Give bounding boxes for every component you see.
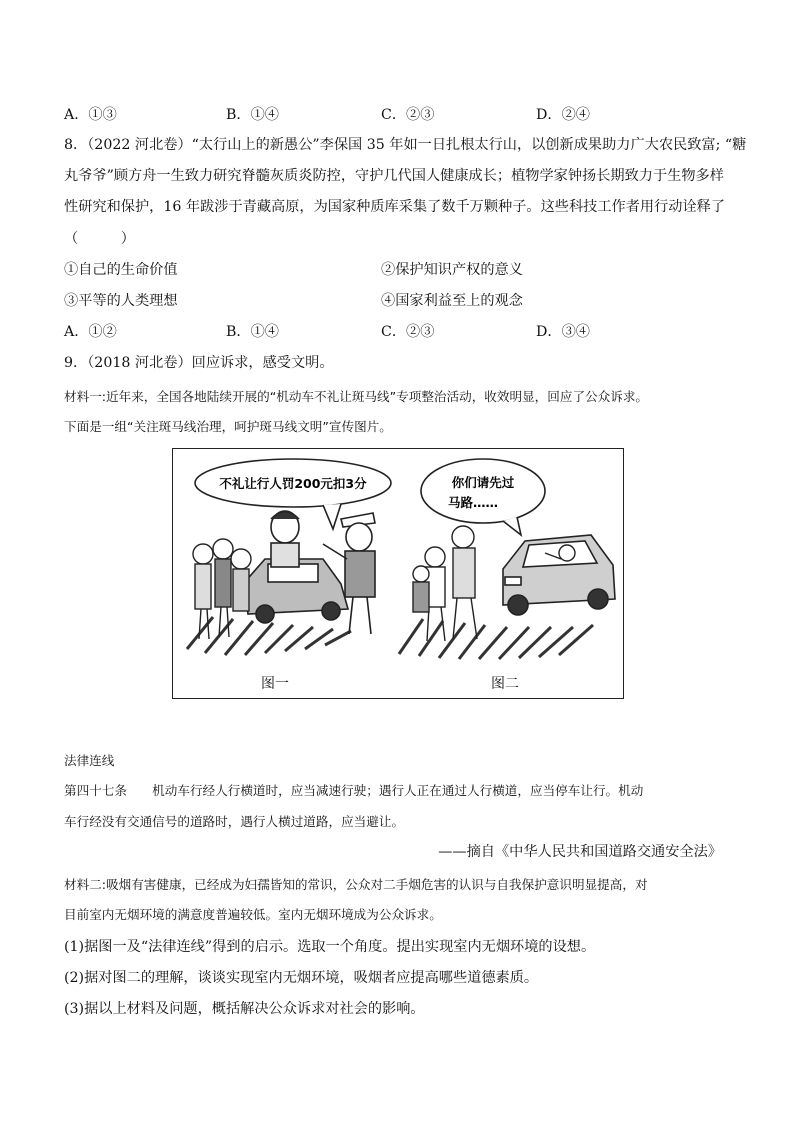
q8-blank: （ ）	[64, 231, 135, 247]
law-heading: 法律连线	[64, 753, 115, 768]
q8-item-3: ③平等的人类理想	[64, 293, 178, 309]
speech-bubble-2	[421, 459, 545, 523]
figure-2-caption: 图二	[491, 676, 519, 692]
law-text-line-1: 第四十七条 机动车行经人行横道时，应当减速行驶；遇行人正在通过人行横道，应当停车让行。机动	[64, 783, 644, 798]
q9-material-2-line-1: 材料二:吸烟有害健康，已经成为妇孺皆知的常识，公众对二手烟危害的认识与自我保护意识明显提高，对	[64, 877, 648, 892]
q9-subquestion-3: (3)据以上材料及问题，概括解决公众诉求对社会的影响。	[64, 1001, 425, 1017]
fig2-bubble-text-line-1: 你们请先过	[451, 475, 515, 490]
q9-material-1-line-2: 下面是一组“关注斑马线治理，呵护斑马线文明”宣传图片。	[64, 419, 392, 434]
q8-option-a: A．①②	[64, 324, 117, 340]
q8-item-2: ②保护知识产权的意义	[381, 262, 523, 278]
q9-title: 9．（2018 河北卷）回应诉求，感受文明。	[64, 355, 334, 371]
q8-stem-line-1: 8．（2022 河北卷）“太行山上的新愚公”李保国 35 年如一日扎根太行山，以创新成果助力广大农民致富; “糖	[64, 137, 747, 153]
q7-option-c: C．②③	[381, 107, 435, 123]
driver-figure	[271, 511, 299, 567]
law-text-line-2: 车行经没有交通信号的道路时，遇行人横过道路，应当避让。	[64, 814, 405, 829]
q8-option-c: C．②③	[381, 324, 435, 340]
q8-item-4: ④国家利益至上的观念	[381, 293, 523, 309]
pedestrians-group-1	[193, 539, 251, 639]
fig1-bubble-text: 不礼让行人罚200元扣3分	[219, 476, 367, 491]
q9-subquestion-1: (1)据图一及“法律连线”得到的启示。选取一个角度。提出实现室内无烟环境的设想。	[64, 939, 596, 955]
q7-option-b: B．①④	[226, 107, 279, 123]
cartoon-illustration	[173, 449, 623, 698]
cartoon-figure	[172, 448, 624, 699]
fig2-bubble-text-line-2: 马路……	[447, 495, 499, 510]
figure-1-caption: 图一	[261, 676, 289, 692]
q9-subquestion-2: (2)据对图二的理解，谈谈实现室内无烟环境，吸烟者应提高哪些道德素质。	[64, 970, 539, 986]
car-2	[503, 535, 615, 615]
car-1	[243, 559, 348, 623]
q8-option-b: B．①④	[226, 324, 279, 340]
q9-material-1-line-1: 材料一:近年来，全国各地陆续开展的“机动车不礼让斑马线”专项整治活动，收效明显，回应了公众诉求。	[64, 389, 649, 404]
pedestrians-group-2	[413, 526, 477, 641]
q8-stem-line-2: 丸爷爷”顾方舟一生致力研究脊髓灰质炎防控，守护几代国人健康成长；植物学家钟扬长期致力于生物多样	[64, 168, 724, 184]
q8-option-d: D．③④	[536, 324, 590, 340]
q7-option-d: D．②④	[536, 107, 590, 123]
q8-stem-line-3: 性研究和保护，16 年跋涉于青藏高原，为国家种质库采集了数千万颗种子。这些科技工作者用行动诠释了	[64, 199, 726, 215]
law-source: ——摘自《中华人民共和国道路交通安全法》	[438, 844, 722, 860]
q7-option-a: A．①③	[64, 107, 117, 123]
q9-material-2-line-2: 目前室内无烟环境的满意度普遍较低。室内无烟环境成为公众诉求。	[64, 907, 442, 922]
q8-item-1: ①自己的生命价值	[64, 262, 178, 278]
